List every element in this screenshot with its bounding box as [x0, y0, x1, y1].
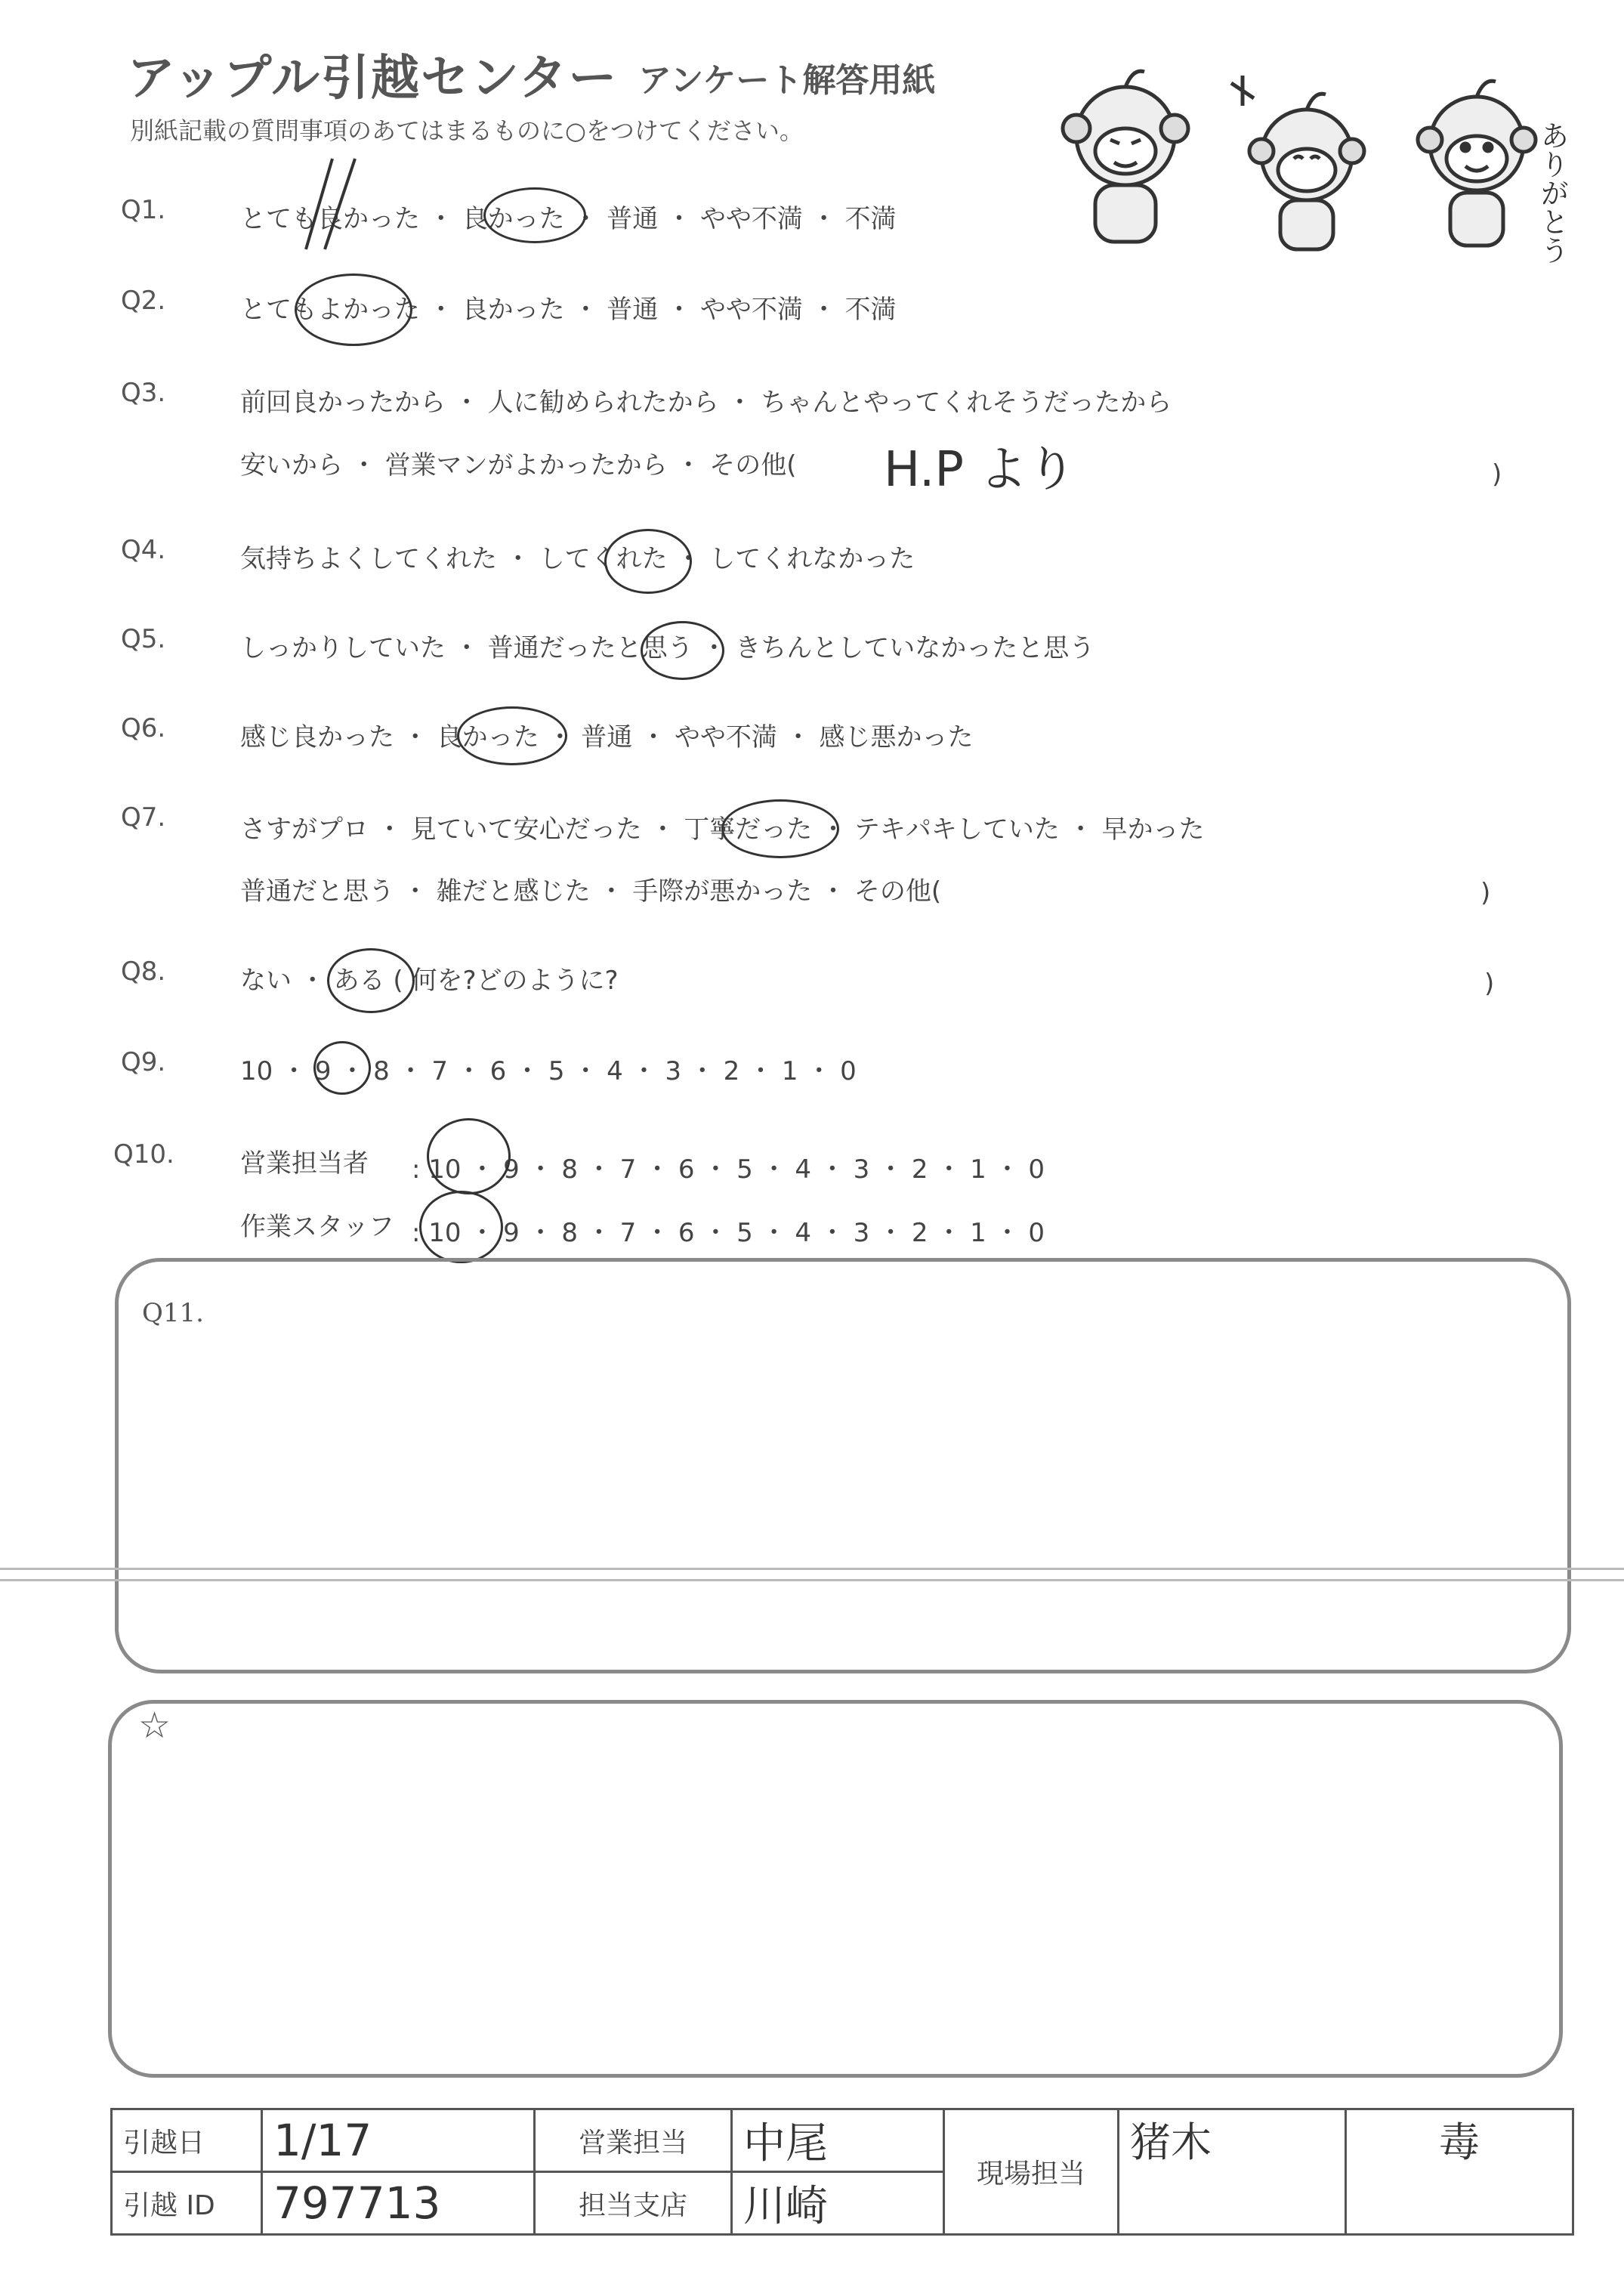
monkey-mascots-illustration [1054, 45, 1582, 264]
q3-close-paren: ) [1492, 459, 1502, 490]
q1-answer-circle [483, 187, 586, 243]
q3-options-line2[interactable]: 安いから ・ 営業マンがよかったから ・ その他( [240, 450, 797, 481]
site-staff-value-1: 猪木 [1119, 2109, 1346, 2235]
form-title: アンケート解答用紙 [638, 61, 936, 100]
q10-number: Q10. [113, 1139, 174, 1170]
q2-answer-circle [295, 273, 412, 346]
q6-number: Q6. [121, 713, 166, 743]
q10-sales-answer-circle [427, 1118, 511, 1194]
move-id-label: 引越 ID [112, 2172, 262, 2235]
footer-info-table [110, 2108, 1574, 2236]
q7-options-line1[interactable]: さすがプロ ・ 見ていて安心だった ・ 丁寧だった ・ テキパキしていた ・ 早かった [240, 814, 1205, 845]
q10-staff-label: 作業スタッフ [240, 1212, 394, 1242]
site-staff-value-2: 毒 [1346, 2109, 1573, 2235]
paper-fold-line [0, 1568, 1624, 1570]
q10-sales-scale[interactable]: : 10 ・ 9 ・ 8 ・ 7 ・ 6 ・ 5 ・ 4 ・ 3 ・ 2 ・ 1 ・ 0 [412, 1154, 1045, 1185]
sales-staff-label: 営業担当 [535, 2109, 732, 2172]
q9-number: Q9. [121, 1047, 166, 1077]
q10-staff-answer-circle [419, 1191, 503, 1263]
q8-options[interactable]: ない ・ ある ( 何を?どのように? [240, 966, 619, 996]
paper-fold-line [0, 1579, 1624, 1581]
star-icon: ☆ [138, 1704, 171, 1747]
q10-staff-scale[interactable]: : 10 ・ 9 ・ 8 ・ 7 ・ 6 ・ 5 ・ 4 ・ 3 ・ 2 ・ 1 ・ 0 [412, 1218, 1045, 1248]
q3-number: Q3. [121, 378, 166, 408]
q1-strike-mark [291, 155, 366, 253]
q7-answer-circle [721, 799, 839, 858]
company-title: アップル引越センター [127, 51, 619, 107]
sales-staff-value: 中尾 [732, 2109, 944, 2172]
q1-options[interactable]: とても良かった ・ 良かった ・ 普通 ・ やや不満 ・ 不満 [240, 204, 897, 234]
mascot-thanks-text: ありがとう [1536, 121, 1569, 264]
q3-handwritten-other: H.P より [884, 442, 1076, 498]
q5-options[interactable]: しっかりしていた ・ 普通だったと思う ・ きちんとしていなかったと思う [240, 633, 1095, 663]
move-date-value: 1/17 [262, 2109, 535, 2172]
q1-number: Q1. [121, 195, 166, 225]
star-comment-box[interactable] [108, 1700, 1563, 2078]
q10-sales-label: 営業担当者 [240, 1148, 369, 1179]
q9-answer-circle [313, 1041, 371, 1095]
q6-answer-circle [457, 706, 567, 765]
branch-value: 川崎 [732, 2172, 944, 2235]
move-id-value: 797713 [262, 2172, 535, 2235]
q2-number: Q2. [121, 286, 166, 316]
q6-options[interactable]: 感じ良かった ・ 良かった ・ 普通 ・ やや不満 ・ 感じ悪かった [240, 722, 974, 752]
q8-answer-circle [327, 948, 415, 1013]
q5-answer-circle [641, 621, 724, 680]
branch-label: 担当支店 [535, 2172, 732, 2235]
site-staff-label: 現場担当 [944, 2109, 1119, 2235]
q7-close-paren: ) [1480, 878, 1491, 908]
q4-options[interactable]: 気持ちよくしてくれた ・ してくれた ・ してくれなかった [240, 544, 915, 574]
q11-comment-box[interactable] [115, 1258, 1571, 1673]
q8-close-paren: ) [1484, 969, 1495, 999]
q2-options[interactable]: とてもよかった ・ 良かった ・ 普通 ・ やや不満 ・ 不満 [240, 295, 897, 325]
q4-number: Q4. [121, 535, 166, 565]
move-date-label: 引越日 [112, 2109, 262, 2172]
q7-options-line2[interactable]: 普通だと思う ・ 雑だと感じた ・ 手際が悪かった ・ その他( [240, 876, 942, 907]
q4-answer-circle [604, 529, 692, 594]
q5-number: Q5. [121, 624, 166, 654]
q7-number: Q7. [121, 802, 166, 833]
q11-number: Q11. [142, 1298, 204, 1328]
q3-options-line1[interactable]: 前回良かったから ・ 人に勧められたから ・ ちゃんとやってくれそうだったから [240, 388, 1172, 418]
q9-scale[interactable]: 10 ・ 9 ・ 8 ・ 7 ・ 6 ・ 5 ・ 4 ・ 3 ・ 2 ・ 1 ・ 0 [240, 1056, 857, 1086]
instructions: 別紙記載の質問事項のあてはまるものに○をつけてください。 [130, 116, 804, 145]
q8-number: Q8. [121, 956, 166, 987]
